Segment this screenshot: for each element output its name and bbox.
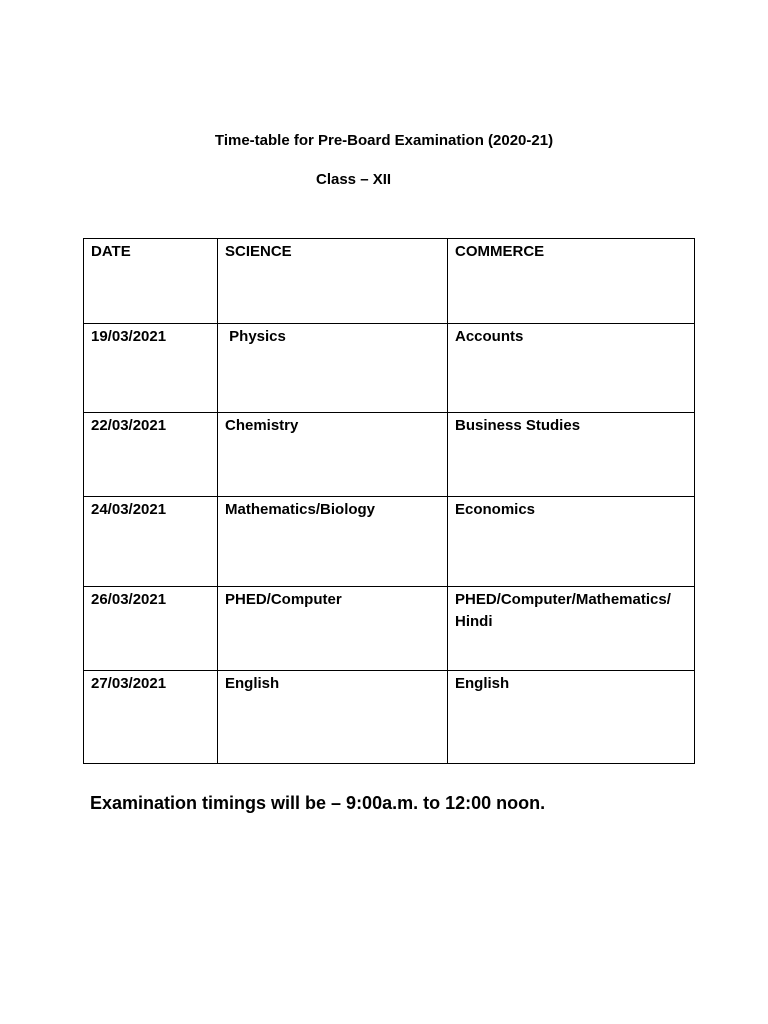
header-science: SCIENCE <box>218 239 448 324</box>
row-commerce: Accounts <box>448 324 695 413</box>
row-commerce: Business Studies <box>448 413 695 497</box>
exam-timings-note: Examination timings will be – 9:00a.m. to 12:00 noon. <box>90 793 546 813</box>
row-science: Physics <box>218 324 448 413</box>
row-science: Mathematics/Biology <box>218 497 448 587</box>
document-title: Time-table for Pre-Board Examination (2020-21) <box>214 132 554 149</box>
table-header-row <box>84 239 695 324</box>
row-date: 26/03/2021 <box>84 587 218 671</box>
timetable <box>83 238 695 764</box>
row-date: 27/03/2021 <box>84 671 218 764</box>
row-science: PHED/Computer <box>218 587 448 671</box>
row-science: Chemistry <box>218 413 448 497</box>
row-date: 22/03/2021 <box>84 413 218 497</box>
row-commerce: English <box>448 671 695 764</box>
table-row <box>84 497 695 587</box>
row-science: English <box>218 671 448 764</box>
table-row <box>84 324 695 413</box>
header-commerce: COMMERCE <box>448 239 695 324</box>
document-subtitle: Class – XII <box>316 171 392 188</box>
table-row <box>84 587 695 671</box>
header-date: DATE <box>84 239 218 324</box>
row-commerce: PHED/Computer/Mathematics/ Hindi <box>448 587 695 671</box>
row-date: 24/03/2021 <box>84 497 218 587</box>
row-commerce: Economics <box>448 497 695 587</box>
table-row <box>84 671 695 764</box>
row-date: 19/03/2021 <box>84 324 218 413</box>
table-row <box>84 413 695 497</box>
